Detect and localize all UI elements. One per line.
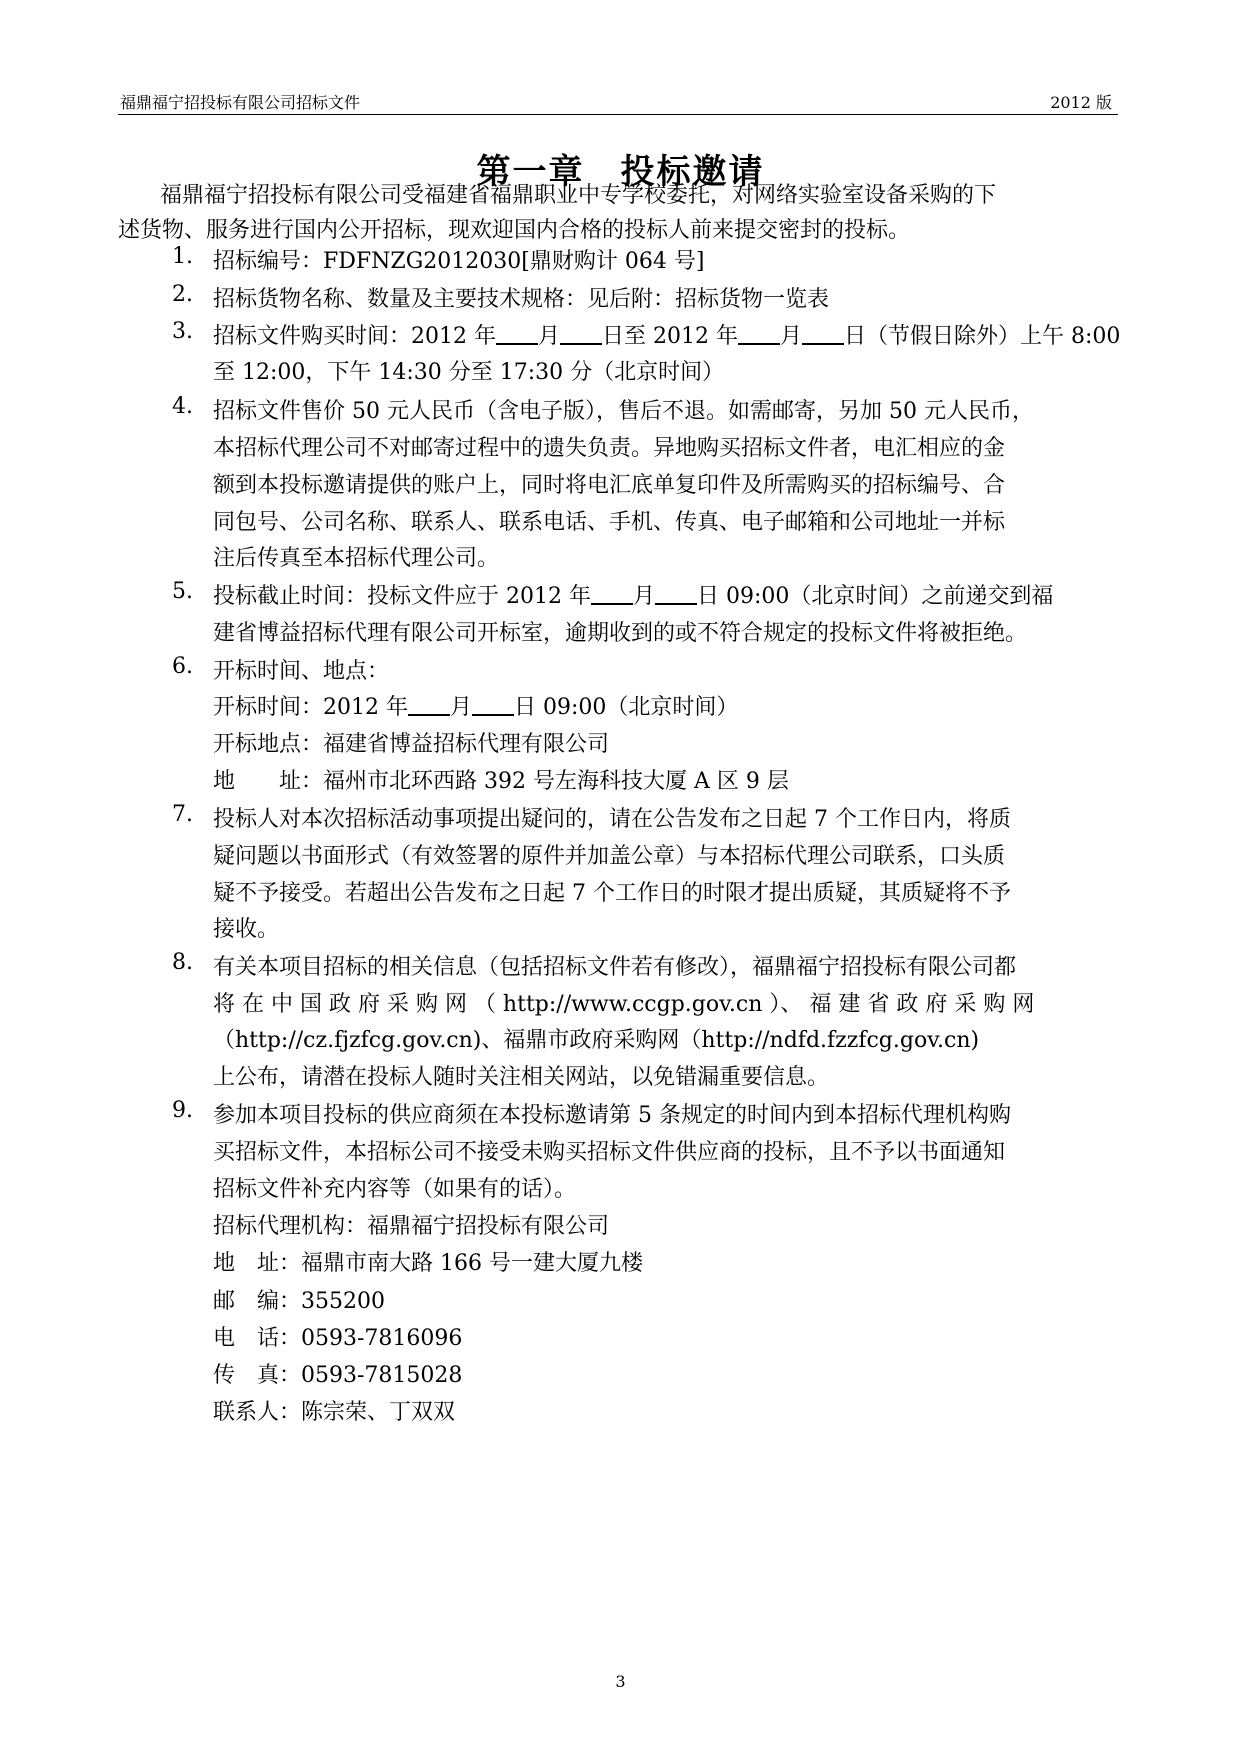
item-5-text-part: 月 <box>632 584 655 609</box>
item-8-line-2: 将 在 中 国 政 府 采 购 网 （ http://www.ccgp.gov.cn ）、 福 建 省 政 府 采 购 网 <box>213 992 1035 1017</box>
page-header <box>118 86 1118 115</box>
item-9-line-1: 参加本项目投标的供应商须在本投标邀请第 5 条规定的时间内到本招标代理机构购 <box>213 1103 1011 1128</box>
item-5-number: 5. <box>172 579 193 604</box>
item-7-line-4: 接收。 <box>213 917 280 942</box>
item-3-text-part: 日至 2012 年 <box>602 324 738 349</box>
blank-field <box>408 694 450 716</box>
item-4-line-1: 招标文件售价 50 元人民币（含电子版），售后不退。如需邮寄，另加 50 元人民币， <box>213 399 1034 424</box>
intro-line-1: 福鼎福宁招投标有限公司受福建省福鼎职业中专学校委托，对网络实验室设备采购的下 <box>160 183 997 208</box>
header-doc-title: 福鼎福宁招投标有限公司招标文件 <box>120 93 361 112</box>
item-2-number: 2. <box>172 282 193 307</box>
item-4-line-3: 额到本投标邀请提供的账户上，同时将电汇底单复印件及所需购买的招标编号、合 <box>213 473 1006 498</box>
contact-agency: 招标代理机构：福鼎福宁招投标有限公司 <box>213 1214 610 1239</box>
item-2-text: 招标货物名称、数量及主要技术规格：见后附：招标货物一览表 <box>213 287 830 312</box>
item-8-line-4: 上公布，请潜在投标人随时关注相关网站，以免错漏重要信息。 <box>213 1065 830 1090</box>
item-7-line-3: 疑不予接受。若超出公告发布之日起 7 个工作日的时限才提出质疑，其质疑将不予 <box>213 881 1011 906</box>
item-6-text-part: 开标时间：2012 年 <box>213 695 408 720</box>
item-6-line-4: 地 址：福州市北环西路 392 号左海科技大厦 A 区 9 层 <box>213 769 789 794</box>
contact-fax: 传 真：0593-7815028 <box>213 1363 463 1388</box>
item-7-number: 7. <box>172 802 193 827</box>
item-9-number: 9. <box>172 1098 193 1123</box>
item-1-text: 招标编号：FDFNZG2012030[鼎财购计 064 号] <box>213 249 705 274</box>
item-4-line-4: 同包号、公司名称、联系人、联系电话、手机、传真、电子邮箱和公司地址一并标 <box>213 510 1006 535</box>
contact-postcode: 邮 编：355200 <box>213 1289 385 1314</box>
item-6-line-1: 开标时间、地点： <box>213 659 390 684</box>
item-8-line-3: （http://cz.fjzfcg.gov.cn)、福鼎市政府采购网（http://ndfd.fzzfcg.gov.cn) <box>213 1028 980 1053</box>
contact-person: 联系人：陈宗荣、丁双双 <box>213 1400 456 1425</box>
item-3-text-part: 日（节假日除外）上午 8:00 <box>844 324 1121 349</box>
item-4-number: 4. <box>172 394 193 419</box>
item-7-line-1: 投标人对本次招标活动事项提出疑问的，请在公告发布之日起 7 个工作日内，将质 <box>213 807 1011 832</box>
item-3-text-part: 招标文件购买时间：2012 年 <box>213 324 496 349</box>
blank-field <box>655 583 697 605</box>
item-9-line-3: 招标文件补充内容等（如果有的话）。 <box>213 1177 577 1202</box>
item-3-number: 3. <box>172 319 193 344</box>
chapter-title: 第一章 投标邀请 <box>476 152 765 192</box>
item-7-line-2: 疑问题以书面形式（有效签署的原件并加盖公章）与本招标代理公司联系，口头质 <box>213 844 1006 869</box>
item-3-line-1 <box>213 319 1120 350</box>
item-8-line-1: 有关本项目招标的相关信息（包括招标文件若有修改），福鼎福宁招投标有限公司都 <box>213 955 1017 980</box>
blank-field <box>496 323 538 345</box>
contact-address: 地 址：福鼎市南大路 166 号一建大厦九楼 <box>213 1251 643 1276</box>
item-8-number: 8. <box>172 950 193 975</box>
page-number: 3 <box>615 1672 626 1691</box>
blank-field <box>560 323 602 345</box>
contact-phone: 电 话：0593-7816096 <box>213 1326 463 1351</box>
item-6-text-part: 月 <box>449 695 472 720</box>
item-9-line-2: 买招标文件，本招标公司不接受未购买招标文件供应商的投标，且不予以书面通知 <box>213 1140 1006 1165</box>
item-1-number: 1. <box>172 244 193 269</box>
item-5-text-part: 投标截止时间：投标文件应于 2012 年 <box>213 584 591 609</box>
item-4-line-5: 注后传真至本招标代理公司。 <box>213 546 500 571</box>
item-5-line-2: 建省博益招标代理有限公司开标室，逾期收到的或不符合规定的投标文件将被拒绝。 <box>213 621 1028 646</box>
header-version: 2012 版 <box>1050 93 1112 112</box>
item-3-text-part: 月 <box>537 324 560 349</box>
intro-line-2: 述货物、服务进行国内公开招标，现欢迎国内合格的投标人前来提交密封的投标。 <box>118 218 911 243</box>
item-6-line-3: 开标地点：福建省博益招标代理有限公司 <box>213 732 610 757</box>
item-6-number: 6. <box>172 654 193 679</box>
item-4-line-2: 本招标代理公司不对邮寄过程中的遗失负责。异地购买招标文件者，电汇相应的金 <box>213 436 1006 461</box>
item-6-line-2 <box>213 690 738 721</box>
blank-field <box>472 694 514 716</box>
blank-field <box>802 323 844 345</box>
blank-field <box>738 323 780 345</box>
item-5-text-part: 日 09:00（北京时间）之前递交到福 <box>697 584 1054 609</box>
blank-field <box>591 583 633 605</box>
item-3-text-part: 月 <box>779 324 802 349</box>
item-3-line-2: 至 12:00，下午 14:30 分至 17:30 分（北京时间） <box>213 360 725 385</box>
item-5-line-1 <box>213 579 1053 610</box>
item-6-text-part: 日 09:00（北京时间） <box>514 695 739 720</box>
